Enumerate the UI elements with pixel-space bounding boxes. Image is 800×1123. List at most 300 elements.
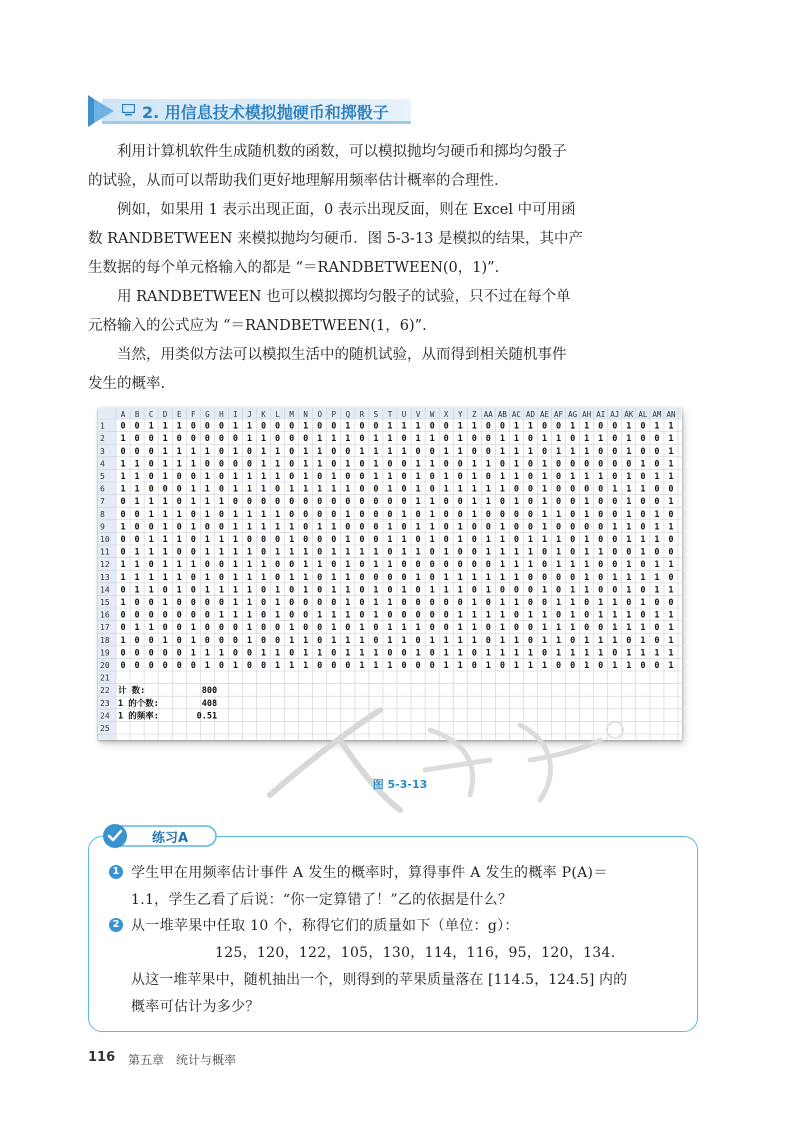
cell-value: 0 — [134, 522, 140, 533]
cell-value: 0 — [204, 459, 210, 470]
paragraph-line: 例如，如果用 1 表示出现正面，0 表示出现反面，则在 Excel 中可用函 — [117, 202, 576, 218]
cell-value: 0 — [218, 635, 224, 646]
cell-value: 1 — [204, 497, 210, 508]
cell-value: 1 — [654, 522, 660, 533]
cell-value: 1 — [457, 661, 463, 671]
cell-value: 0 — [471, 434, 477, 445]
cell-value: 1 — [640, 547, 646, 558]
cell-value: 0 — [527, 572, 534, 583]
row-label: 19 — [100, 648, 110, 658]
cell-value: 0 — [443, 497, 449, 508]
cell-value: 1 — [584, 585, 590, 596]
cell-value: 1 — [457, 522, 463, 533]
cell-value: 0 — [626, 635, 632, 646]
cell-value: 1 — [541, 497, 548, 508]
cell-value: 0 — [331, 648, 337, 659]
cell-value: 1 — [204, 484, 210, 495]
cell-value: 0 — [204, 635, 210, 646]
cell-value: 1 — [640, 623, 646, 634]
cell-value: 1 — [513, 661, 519, 671]
cell-value: 1 — [373, 446, 379, 457]
cell-value: 1 — [120, 522, 126, 533]
cell-value: 0 — [303, 623, 309, 634]
cell-value: 0 — [527, 598, 534, 608]
paragraph-line: 利用计算机软件生成随机数的函数，可以模拟抛均匀硬币和掷均匀骰子 — [117, 144, 567, 160]
cell-value: 0 — [289, 421, 295, 432]
cell-value: 1 — [541, 635, 548, 646]
cell-value: 1 — [584, 446, 590, 457]
cell-value: 0 — [120, 623, 126, 634]
cell-value: 0 — [626, 547, 632, 558]
cell-value: 0 — [162, 648, 168, 659]
cell-value: 0 — [275, 434, 281, 445]
cell-value: 0 — [331, 661, 337, 671]
cell-value: 1 — [626, 421, 632, 432]
cell-value: 1 — [556, 560, 562, 571]
cell-value: 1 — [232, 547, 238, 558]
cell-value: 1 — [148, 623, 154, 634]
cell-value: 1 — [485, 610, 491, 621]
cell-value: 1 — [598, 635, 604, 646]
section-title: 2. 用信息技术模拟抛硬币和掷骰子 — [142, 103, 389, 122]
cell-value: 1 — [457, 446, 463, 457]
cell-value: 0 — [120, 585, 126, 596]
cell-value: 1 — [570, 446, 576, 457]
cell-value: 1 — [471, 572, 477, 583]
cell-value: 1 — [626, 535, 632, 545]
cell-value: 1 — [485, 484, 491, 495]
cell-value: 0 — [260, 623, 267, 634]
cell-value: 1 — [527, 648, 534, 659]
cell-value: 1 — [485, 585, 491, 596]
cell-value: 1 — [359, 648, 365, 659]
cell-value: 0 — [317, 585, 323, 596]
cell-value: 0 — [640, 434, 646, 445]
cell-value: 1 — [275, 509, 281, 520]
cell-value: 0 — [359, 572, 365, 583]
cell-value: 1 — [387, 446, 393, 457]
cell-value: 0 — [148, 661, 154, 671]
cell-value: 0 — [499, 661, 505, 671]
cell-value: 1 — [120, 434, 126, 445]
cell-value: 0 — [317, 421, 323, 432]
cell-value: 0 — [289, 610, 295, 621]
cell-value: 0 — [612, 459, 618, 470]
cell-value: 0 — [401, 497, 407, 508]
cell-value: 1 — [443, 661, 449, 671]
column-header: J — [247, 409, 252, 419]
cell-value: 0 — [598, 484, 604, 495]
cell-value: 0 — [176, 497, 182, 508]
cell-value: 1 — [570, 472, 576, 482]
cell-value: 0 — [275, 635, 281, 646]
cell-value: 0 — [499, 421, 505, 432]
cell-value: 0 — [303, 535, 309, 545]
cell-value: 1 — [232, 560, 238, 571]
cell-value: 1 — [345, 560, 351, 571]
cell-value: 1 — [415, 472, 421, 482]
cell-value: 0 — [598, 585, 604, 596]
cell-value: 0 — [541, 560, 548, 571]
cell-value: 0 — [331, 560, 337, 571]
cell-value: 1 — [612, 598, 618, 608]
cell-value: 0 — [246, 648, 253, 659]
cell-value: 1 — [654, 421, 660, 432]
column-header: X — [443, 409, 449, 419]
cell-value: 1 — [668, 661, 674, 671]
cell-value: 0 — [148, 459, 154, 470]
cell-value: 0 — [570, 459, 576, 470]
cell-value: 0 — [556, 572, 562, 583]
cell-value: 0 — [218, 560, 224, 571]
cell-value: 0 — [148, 446, 154, 457]
cell-value: 0 — [303, 598, 309, 608]
cell-value: 1 — [570, 585, 576, 596]
row-label: 22 — [100, 686, 110, 696]
cell-value: 0 — [317, 623, 323, 634]
cell-value: 0 — [359, 459, 365, 470]
cell-value: 1 — [345, 434, 351, 445]
page-number: 116 — [88, 1050, 116, 1065]
cell-value: 1 — [612, 610, 618, 621]
row-label: 20 — [100, 661, 110, 670]
cell-value: 0 — [401, 522, 407, 533]
cell-value: 0 — [471, 547, 477, 558]
cell-value: 1 — [190, 459, 196, 470]
cell-value: 0 — [401, 610, 407, 621]
cell-value: 0 — [556, 472, 562, 482]
cell-value: 0 — [190, 509, 196, 520]
cell-value: 0 — [443, 434, 449, 445]
cell-value: 0 — [598, 535, 604, 545]
cell-value: 1 — [289, 572, 295, 583]
cell-value: 1 — [541, 509, 548, 520]
cell-value: 1 — [443, 585, 449, 596]
cell-value: 0 — [584, 623, 590, 634]
cell-value: 1 — [331, 585, 337, 596]
cell-value: 0 — [232, 648, 238, 659]
cell-value: 1 — [345, 635, 351, 646]
cell-value: 0 — [584, 522, 590, 533]
cell-value: 0 — [443, 623, 449, 634]
cell-value: 1 — [527, 610, 534, 621]
cell-value: 1 — [162, 421, 168, 432]
cell-value: 0 — [317, 472, 323, 482]
cell-value: 0 — [457, 547, 463, 558]
cell-value: 1 — [148, 547, 154, 558]
cell-value: 1 — [134, 484, 140, 495]
cell-value: 0 — [612, 509, 618, 520]
cell-value: 0 — [640, 585, 646, 596]
cell-value: 0 — [499, 459, 505, 470]
cell-value: 0 — [584, 610, 590, 621]
cell-value: 1 — [668, 472, 674, 482]
column-header: B — [134, 409, 140, 419]
row-label: 24 — [100, 711, 110, 721]
cell-value: 0 — [260, 610, 267, 621]
cell-value: 1 — [626, 484, 632, 495]
cell-value: 0 — [570, 635, 576, 646]
cell-value: 0 — [345, 522, 351, 533]
column-header: C — [148, 409, 154, 419]
cell-value: 0 — [303, 610, 309, 621]
cell-value: 1 — [373, 459, 379, 470]
cell-value: 1 — [345, 572, 351, 583]
cell-value: 1 — [148, 585, 154, 596]
cell-value: 0 — [457, 497, 463, 508]
cell-value: 0 — [289, 648, 295, 659]
cell-value: 0 — [190, 585, 196, 596]
column-header: K — [261, 409, 266, 419]
cell-value: 1 — [345, 535, 351, 545]
cell-value: 1 — [162, 497, 168, 508]
cell-value: 1 — [668, 635, 674, 646]
cell-value: 1 — [541, 459, 548, 470]
column-header: P — [331, 409, 337, 419]
cell-value: 0 — [401, 472, 407, 482]
cell-value: 1 — [176, 446, 182, 457]
cell-value: 0 — [387, 585, 393, 596]
cell-value: 1 — [387, 535, 393, 545]
column-header: AL — [638, 409, 648, 419]
column-header: V — [415, 409, 421, 419]
column-header: E — [176, 409, 182, 419]
cell-value: 1 — [429, 635, 435, 646]
cell-value: 0 — [485, 522, 491, 533]
exercise-1-line-1: 学生甲在用频率估计事件 A 发生的概率时，算得事件 A 发生的概率 P(A)＝ — [131, 865, 608, 881]
cell-value: 1 — [584, 661, 590, 671]
cell-value: 1 — [513, 648, 519, 659]
cell-value: 0 — [429, 547, 435, 558]
cell-value: 1 — [513, 446, 519, 457]
cell-value: 0 — [485, 560, 491, 571]
cell-value: 0 — [570, 484, 576, 495]
cell-value: 1 — [640, 635, 646, 646]
cell-value: 1 — [457, 623, 463, 634]
column-header: AM — [652, 409, 662, 419]
paragraph-1 — [88, 138, 618, 196]
cell-value: 0 — [232, 623, 238, 634]
cell-value: 0 — [598, 497, 604, 508]
cell-value: 1 — [162, 547, 168, 558]
cell-value: 1 — [471, 497, 477, 508]
cell-value: 0 — [260, 598, 267, 608]
cell-value: 0 — [218, 522, 224, 533]
cell-value: 1 — [401, 635, 407, 646]
cell-value: 1 — [190, 623, 196, 634]
cell-value: 1 — [527, 547, 534, 558]
cell-value: 1 — [303, 585, 309, 596]
cell-value: 0 — [134, 610, 140, 621]
cell-value: 1 — [654, 560, 660, 571]
cell-value: 1 — [162, 434, 168, 445]
cell-value: 1 — [457, 484, 463, 495]
row-label: 15 — [100, 598, 110, 607]
cell-value: 0 — [612, 547, 618, 558]
cell-value: 0 — [598, 522, 604, 533]
cell-value: 1 — [612, 522, 618, 533]
cell-value: 0 — [570, 547, 576, 558]
cell-value: 1 — [120, 484, 126, 495]
cell-value: 1 — [570, 610, 576, 621]
cell-value: 1 — [556, 434, 562, 445]
cell-value: 1 — [556, 598, 562, 608]
cell-value: 0 — [527, 623, 534, 634]
cell-value: 1 — [415, 421, 421, 432]
cell-value: 0 — [134, 421, 140, 432]
cell-value: 1 — [570, 623, 576, 634]
cell-value: 0 — [640, 472, 646, 482]
cell-value: 0 — [120, 661, 126, 671]
cell-value: 0 — [387, 547, 393, 558]
cell-value: 1 — [471, 610, 477, 621]
cell-value: 0 — [190, 547, 196, 558]
cell-value: 0 — [345, 497, 351, 508]
cell-value: 1 — [134, 497, 140, 508]
cell-value: 0 — [541, 598, 548, 608]
cell-value: 1 — [373, 648, 379, 659]
cell-value: 1 — [246, 547, 253, 558]
column-header: AD — [525, 409, 535, 419]
publisher-watermark — [230, 700, 630, 820]
cell-value: 1 — [373, 560, 379, 571]
cell-value: 1 — [556, 635, 562, 646]
cell-value: 0 — [485, 421, 491, 432]
cell-value: 0 — [429, 484, 435, 495]
cell-value: 0 — [556, 459, 562, 470]
cell-value: 1 — [527, 560, 534, 571]
cell-value: 0 — [373, 509, 379, 520]
column-header: AJ — [610, 409, 620, 419]
column-header: I — [233, 409, 238, 419]
cell-value: 0 — [654, 623, 660, 634]
cell-value: 0 — [541, 421, 548, 432]
cell-value: 1 — [443, 446, 449, 457]
cell-value: 1 — [303, 484, 309, 495]
cell-value: 0 — [556, 484, 562, 495]
cell-value: 0 — [218, 446, 224, 457]
cell-value: 0 — [513, 522, 519, 533]
cell-value: 1 — [541, 610, 548, 621]
cell-value: 1 — [485, 648, 491, 659]
cell-value: 1 — [457, 610, 463, 621]
cell-value: 1 — [331, 572, 337, 583]
cell-value: 0 — [415, 535, 421, 545]
cell-value: 0 — [513, 509, 519, 520]
cell-value: 1 — [289, 623, 295, 634]
cell-value: 0 — [373, 484, 379, 495]
cell-value: 1 — [626, 472, 632, 482]
cell-value: 1 — [317, 459, 323, 470]
cell-value: 1 — [387, 472, 393, 482]
cell-value: 0 — [134, 509, 140, 520]
cell-value: 1 — [275, 459, 281, 470]
cell-value: 0 — [527, 484, 534, 495]
cell-value: 1 — [584, 472, 590, 482]
summary-value: 800 — [201, 686, 218, 697]
cell-value: 1 — [387, 598, 393, 608]
cell-value: 0 — [415, 598, 421, 608]
cell-value: 0 — [275, 560, 281, 571]
cell-value: 1 — [260, 484, 267, 495]
cell-value: 1 — [303, 421, 309, 432]
cell-value: 1 — [345, 648, 351, 659]
cell-value: 1 — [584, 535, 590, 545]
cell-value: 0 — [668, 509, 674, 520]
row-label: 8 — [100, 509, 105, 519]
cell-value: 0 — [443, 610, 449, 621]
row-label: 5 — [100, 472, 105, 481]
cell-value: 0 — [654, 484, 660, 495]
cell-value: 1 — [148, 509, 154, 520]
cell-value: 1 — [134, 623, 140, 634]
cell-value: 1 — [120, 572, 126, 583]
cell-value: 1 — [317, 434, 323, 445]
cell-value: 1 — [499, 648, 505, 659]
cell-value: 1 — [260, 472, 267, 482]
cell-value: 0 — [345, 623, 351, 634]
cell-value: 1 — [640, 535, 646, 545]
cell-value: 1 — [359, 547, 365, 558]
cell-value: 0 — [471, 446, 477, 457]
cell-value: 1 — [204, 446, 210, 457]
cell-value: 0 — [359, 484, 365, 495]
cell-value: 1 — [331, 484, 337, 495]
cell-value: 0 — [640, 497, 646, 508]
row-label: 12 — [100, 560, 110, 570]
cell-value: 0 — [570, 535, 576, 545]
cell-value: 0 — [134, 661, 140, 671]
cell-value: 1 — [457, 585, 463, 596]
cell-value: 0 — [612, 472, 618, 482]
cell-value: 1 — [162, 509, 168, 520]
cell-value: 1 — [303, 572, 309, 583]
cell-value: 0 — [443, 560, 449, 571]
cell-value: 0 — [317, 509, 323, 520]
row-label: 4 — [100, 459, 105, 469]
cell-value: 0 — [190, 434, 196, 445]
cell-value: 1 — [457, 572, 463, 583]
cell-value: 0 — [204, 598, 210, 608]
cell-value: 1 — [359, 661, 365, 671]
cell-value: 1 — [120, 635, 126, 646]
cell-value: 1 — [331, 472, 337, 482]
cell-value: 0 — [387, 610, 393, 621]
cell-value: 0 — [176, 484, 182, 495]
cell-value: 1 — [443, 648, 449, 659]
column-header: Y — [457, 409, 463, 419]
cell-value: 0 — [162, 585, 168, 596]
computer-icon — [122, 104, 135, 116]
cell-value: 1 — [246, 509, 253, 520]
cell-value: 1 — [373, 547, 379, 558]
cell-value: 1 — [303, 547, 309, 558]
cell-value: 0 — [612, 585, 618, 596]
paragraph-line: 的试验，从而可以帮助我们更好地理解用频率估计概率的合理性. — [88, 173, 499, 189]
cell-value: 1 — [275, 472, 281, 482]
cell-value: 0 — [429, 661, 435, 671]
paragraph-line: 数 RANDBETWEEN 来模拟抛均匀硬币．图 5-3-13 是模拟的结果，其中产 — [88, 231, 584, 247]
cell-value: 0 — [317, 535, 323, 545]
cell-value: 0 — [401, 661, 407, 671]
cell-value: 0 — [275, 497, 281, 508]
cell-value: 0 — [640, 610, 646, 621]
cell-value: 0 — [457, 459, 463, 470]
row-label: 21 — [100, 673, 110, 683]
cell-value: 0 — [570, 661, 576, 671]
cell-value: 0 — [289, 434, 295, 445]
row-label: 18 — [100, 635, 110, 645]
